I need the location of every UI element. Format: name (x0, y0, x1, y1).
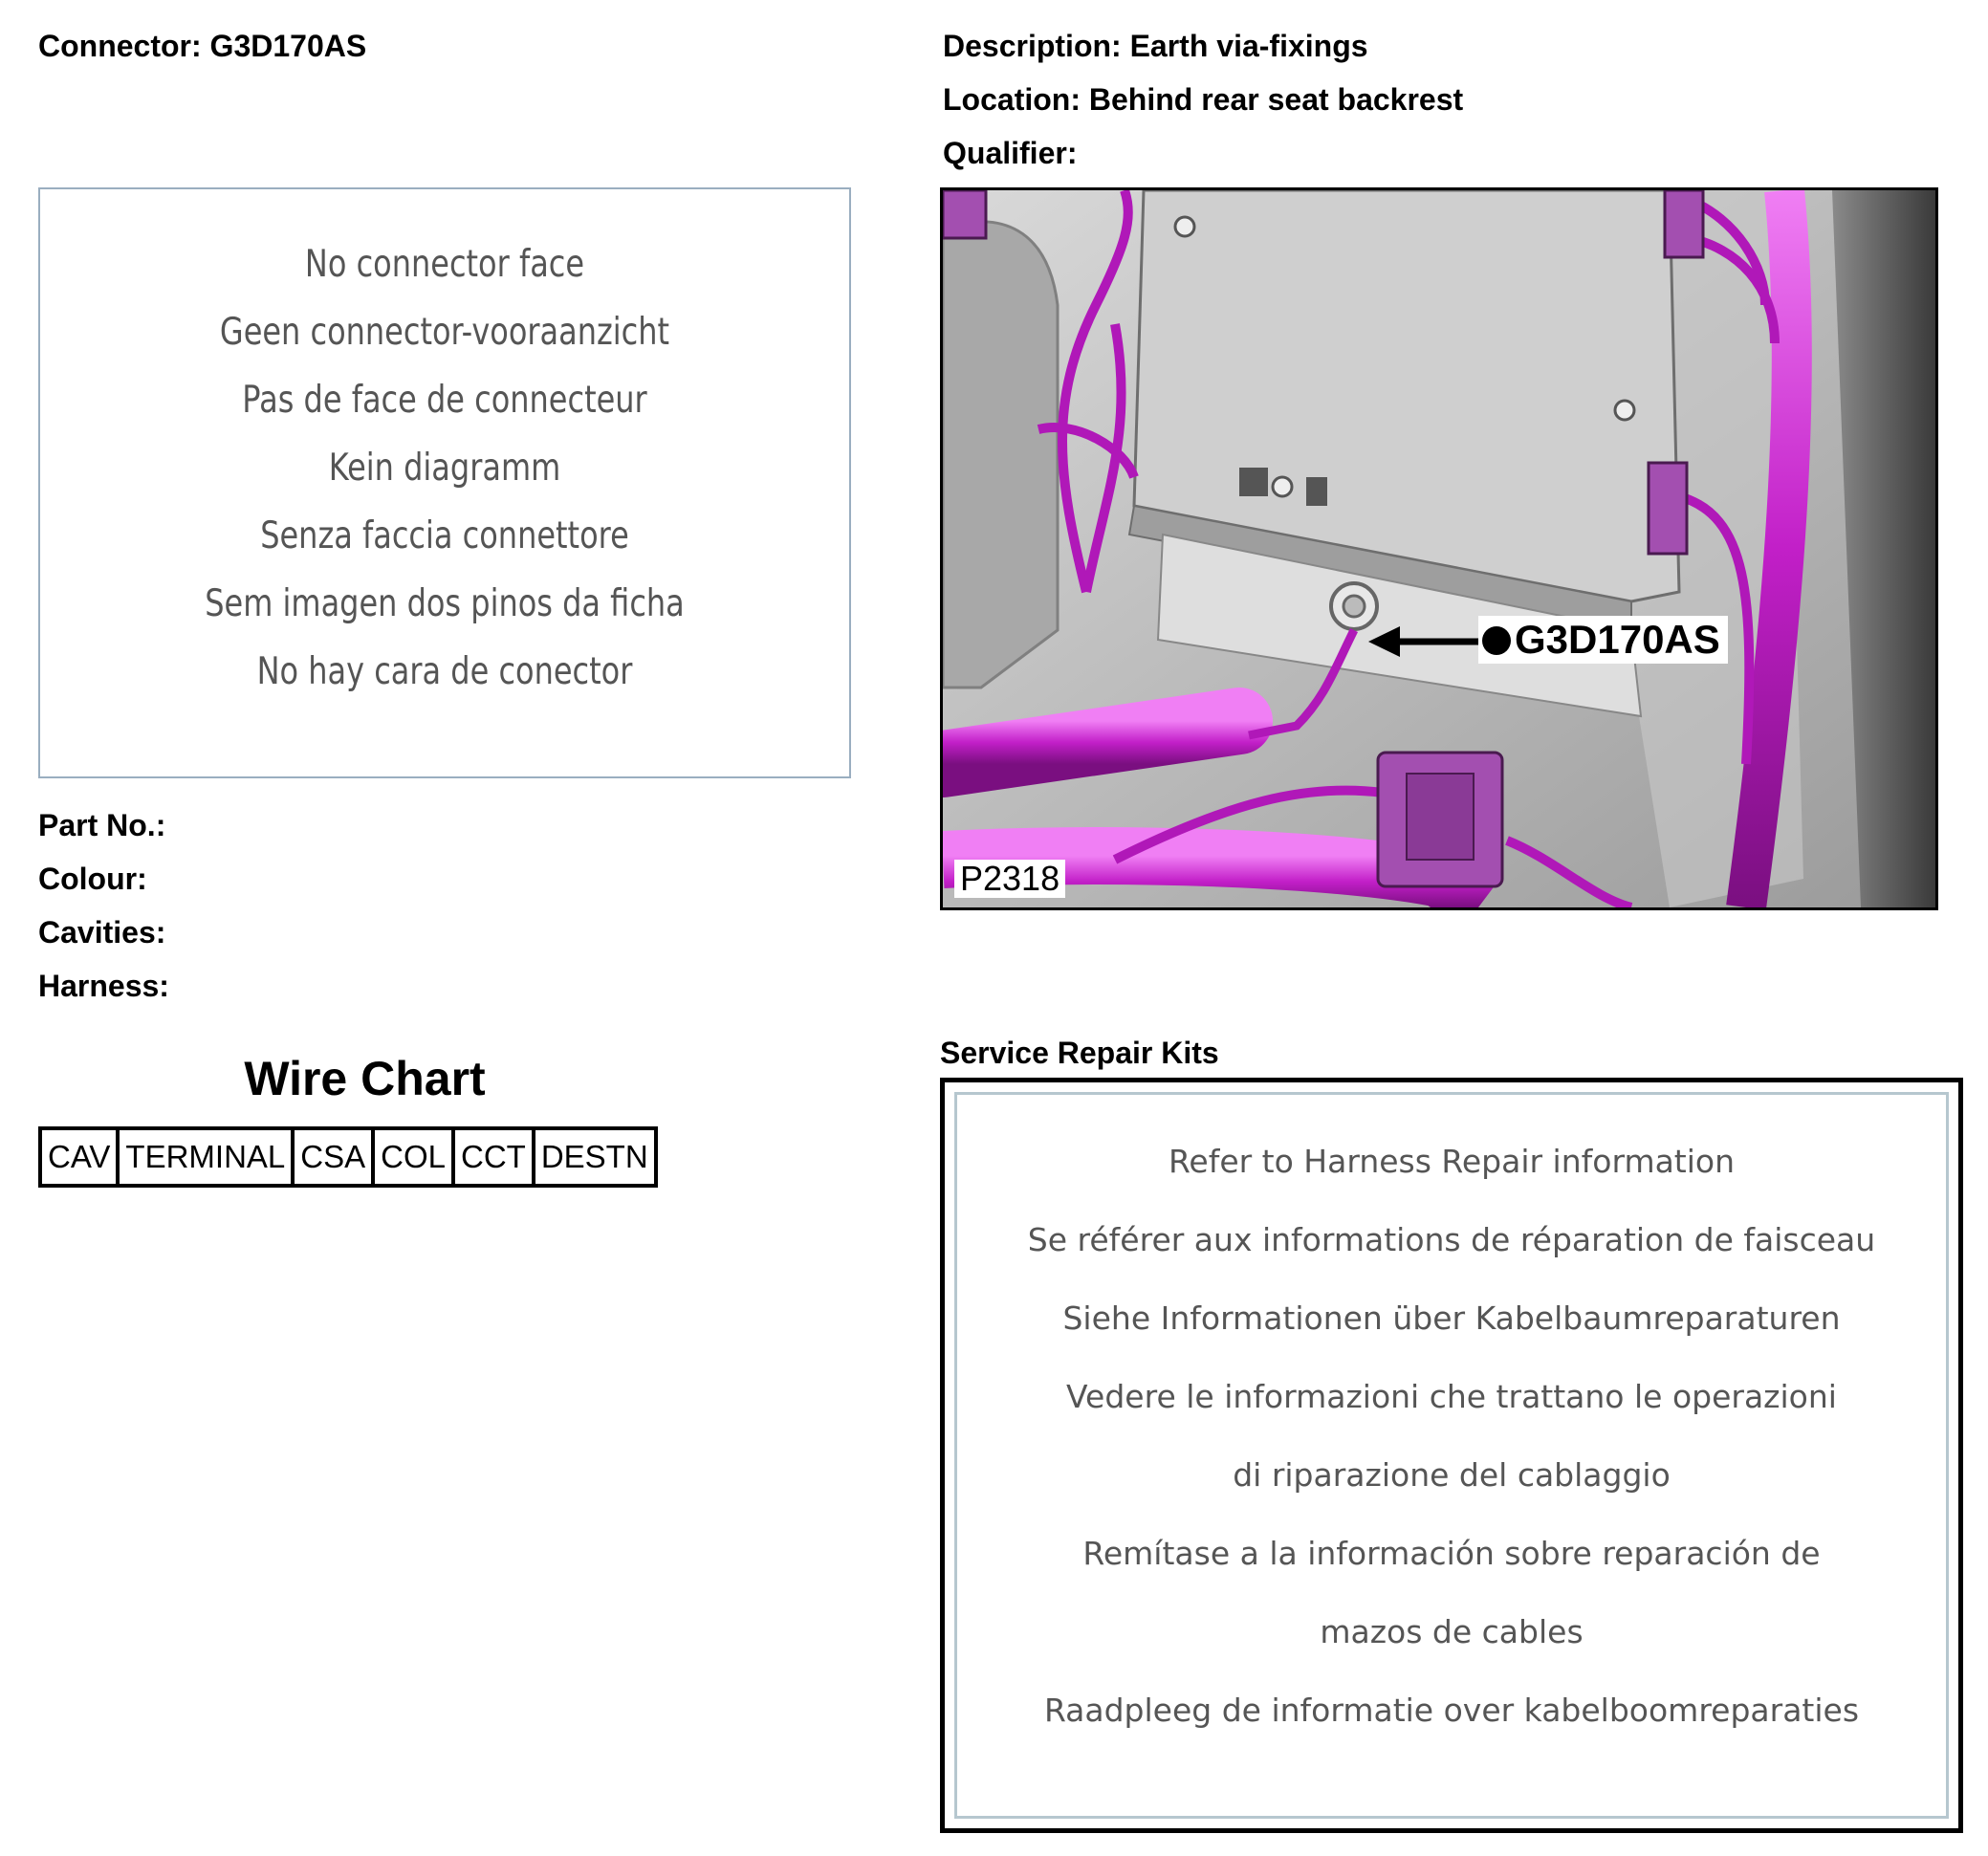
repair-info-line: mazos de cables (1320, 1613, 1584, 1650)
bullet-icon (1482, 626, 1511, 655)
no-face-line: Sem imagen dos pinos da ficha (205, 582, 685, 625)
repair-info-line: Se référer aux informations de réparation de faisceau (1027, 1221, 1876, 1258)
earth-point-callout (1478, 616, 1728, 664)
qualifier-field (943, 136, 1077, 170)
no-face-line: Geen connector-vooraanzicht (219, 311, 670, 354)
wire-chart-table (38, 1126, 658, 1188)
no-face-line: No hay cara de conector (256, 650, 633, 693)
repair-info-line: Raadpleeg de informatie over kabelboomreparaties (1043, 1692, 1860, 1729)
location-field (943, 82, 1463, 117)
location-value: Behind rear seat backrest (1088, 82, 1464, 117)
wire-chart-header-csa: CSA (295, 1130, 375, 1184)
part-no-label: Part No.: (38, 808, 166, 842)
location-illustration (943, 190, 1935, 907)
callout-text: G3D170AS (1515, 617, 1720, 662)
no-connector-face-box (38, 187, 851, 778)
wire-chart-header-terminal: TERMINAL (120, 1130, 295, 1184)
repair-info-line: Vedere le informazioni che trattano le operazioni (1066, 1378, 1837, 1415)
no-face-line: Kein diagramm (328, 447, 561, 490)
repair-info-line: Refer to Harness Repair information (1168, 1143, 1736, 1180)
no-face-line: No connector face (304, 243, 585, 286)
location-photo (940, 187, 1938, 910)
connector-label: Connector: (38, 29, 202, 63)
no-face-line: Pas de face de connecteur (242, 379, 647, 422)
service-repair-kits-title: Service Repair Kits (940, 1036, 1219, 1070)
wire-chart-header-destn: DESTN (540, 1139, 648, 1174)
description-field (943, 29, 1368, 63)
repair-info-line: Siehe Informationen über Kabelbaumreparaturen (1062, 1299, 1841, 1337)
wire-chart-title: Wire Chart (244, 1052, 486, 1105)
photo-id: P2318 (954, 860, 1065, 898)
cavities-label: Cavities: (38, 915, 166, 950)
description-value: Earth via-fixings (1129, 29, 1368, 63)
wire-chart-header-cct: CCT (455, 1130, 535, 1184)
no-face-line: Senza faccia connettore (260, 514, 629, 557)
location-label: Location: (943, 82, 1081, 117)
connector-field (38, 29, 366, 63)
repair-info-line: di riparazione del cablaggio (1233, 1456, 1671, 1494)
qualifier-label: Qualifier: (943, 136, 1078, 170)
service-repair-kits-inner (954, 1092, 1949, 1819)
service-repair-kits-box (940, 1078, 1963, 1833)
colour-label: Colour: (38, 862, 147, 896)
connector-value: G3D170AS (209, 29, 367, 63)
wire-chart-header-col: COL (375, 1130, 455, 1184)
harness-label: Harness: (38, 969, 169, 1003)
repair-info-line: Remítase a la información sobre reparación de (1082, 1535, 1821, 1572)
description-label: Description: (943, 29, 1122, 63)
wire-chart-header-cav: CAV (42, 1130, 120, 1184)
